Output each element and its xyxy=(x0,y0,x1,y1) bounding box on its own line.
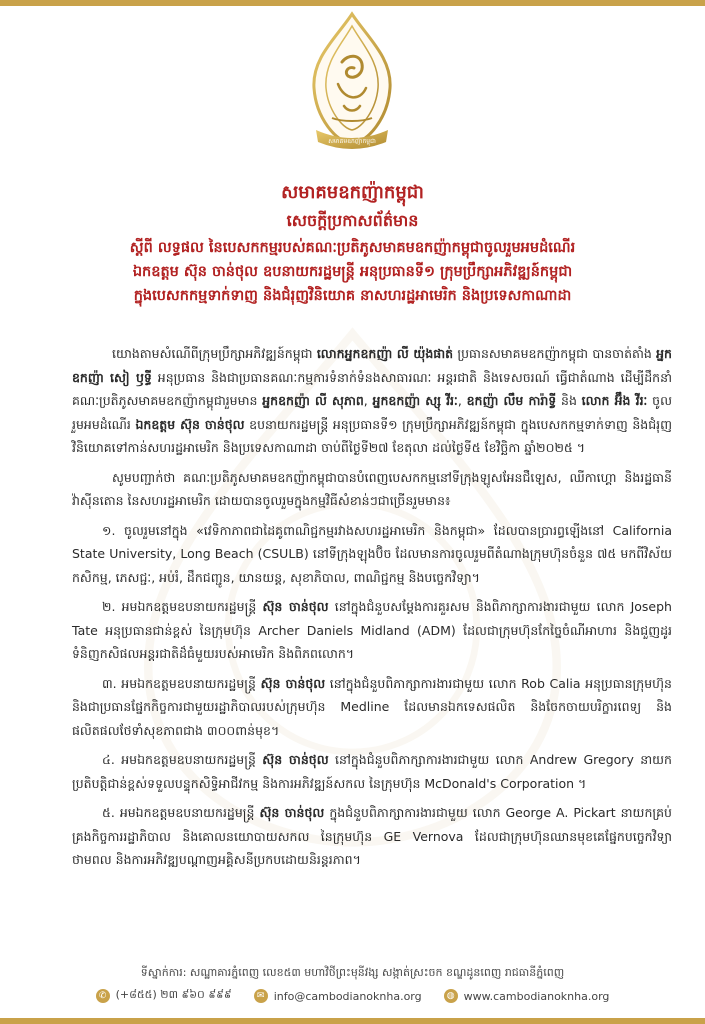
phone-icon: ✆ xyxy=(96,989,110,1003)
list-item: ២. អមឯកឧត្តមឧបនាយករដ្ឋមន្ត្រី ស៊ុន ចាន់ថុល នៅក្នុងជំនួបសម្តែងការគួរសម និងពិភាក្សាការងារជាមួយ លោក Joseph Tate អនុប្រធានជាន់ខ្ពស់ នៃក្រុមហ៊ុន Archer Daniels Midland (ADM) ដែលជាក្រុមហ៊ុនកែច្នៃចំណីអាហារ និងជួញដូរទំនិញកសិផលអន្តរជាតិដ៏ធំមួយរបស់អាមេរិក និងពិភពលោក។ xyxy=(72,599,672,661)
person-name: ស៊ុន ចាន់ថុល xyxy=(262,599,329,614)
organization-name: សមាគមឧកញ៉ាកម្ពុជា xyxy=(281,182,424,203)
email-contact[interactable] xyxy=(254,988,422,1004)
list-item: ៤. អមឯកឧត្តមឧបនាយករដ្ឋមន្ត្រី ស៊ុន ចាន់ថុល នៅក្នុងជំនួបពិភាក្សាការងារជាមួយ លោក Andrew Gregory នាយកប្រតិបត្តិជាន់ខ្ពស់ទទួលបន្ទុកសិទ្ធិអាជីវកម្ម និងការអភិវឌ្ឍន៍សកល នៃក្រុមហ៊ុន McDonald's Corporation ។ xyxy=(72,752,672,791)
headline xyxy=(40,236,665,308)
person-name: ស៊ុន ចាន់ថុល xyxy=(260,675,326,691)
footer-address: ទីស្នាក់ការ: សណ្ឋាគារភ្នំពេញ លេខ៥៣ មហាវិថីព្រះមុនីវង្ស សង្កាត់ស្រះចក ខណ្ឌដូនពេញ រាជធានីភ្នំពេញ xyxy=(140,966,565,979)
person-name: អ្នកឧកញ៉ា ស្សុ វីរៈ xyxy=(372,393,458,408)
summary-paragraph: សូមបញ្ជាក់ថា គណៈប្រតិភូសមាគមឧកញ៉ាកម្ពុជាបានបំពេញបេសកកម្មនៅទីក្រុងឡូសអែនជឺឡេស, ឈីកាហ្គោ និងរដ្ឋធានីវ៉ាស៊ីនតោន នៃសហរដ្ឋអាមេរិក ដោយបានចូលរួមក្នុងកម្មវិធីសំខាន់ៗជាច្រើនរួមមាន៖ xyxy=(72,469,672,508)
top-border xyxy=(0,0,705,6)
bottom-border xyxy=(0,1018,705,1024)
person-name: អ្នកឧកញ៉ា សៀ ឫទ្ធី xyxy=(72,346,672,385)
person-name: លោក អ៊ឹង វីរៈ xyxy=(581,393,648,408)
person-name: ឯកឧត្តម ស៊ុន ចាន់ថុល xyxy=(135,416,245,432)
phone-contact[interactable] xyxy=(96,988,232,1004)
person-name: អ្នកឧកញ៉ា លី សុភាព xyxy=(262,393,364,408)
phone-number: (+៨៥៥) ២៣ ៩៦០ ៩៩៩ xyxy=(115,988,232,1001)
headline-line: ឯកឧត្តម ស៊ុន ចាន់ថុល ឧបនាយករដ្ឋមន្ត្រី អនុប្រធានទី១ ក្រុមប្រឹក្សាអភិវឌ្ឍន៍កម្ពុជា xyxy=(132,264,573,280)
list-item: ៣. អមឯកឧត្តមឧបនាយករដ្ឋមន្ត្រី ស៊ុន ចាន់ថុល នៅក្នុងជំនួបពិភាក្សាការងារជាមួយ លោក Rob Calia អនុប្រធានក្រុមហ៊ុន និងជាប្រធានផ្នែកកិច្ចការជាមួយរដ្ឋាភិបាលរបស់ក្រុមហ៊ុន Medline ដែលមានឯកទេសផលិត និងចែកចាយបរិក្ខារពេទ្យ និងផលិតផលថែទាំសុខភាពជាង ៣០០ពាន់មុខ។ xyxy=(72,675,672,738)
body-text xyxy=(72,342,672,878)
website-url: www.cambodianoknha.org xyxy=(463,989,610,1003)
globe-icon: ◍ xyxy=(444,989,458,1003)
intro-paragraph: យោងតាមសំណើពីក្រុមប្រឹក្សាអភិវឌ្ឍន៍កម្ពុជា លោកអ្នកឧកញ៉ា លី យ៉ុងផាត់ ប្រធានសមាគមឧកញ៉ាកម្ពុជា បានចាត់តាំង អ្នកឧកញ៉ា សៀ ឫទ្ធី អនុប្រធាន និងជាប្រធានគណៈកម្មការទំនាក់ទំនងសាធារណៈ អន្តរជាតិ និងទេសចរណ៍ ធ្វើជាតំណាង ដើម្បីដឹកនាំគណៈប្រតិភូសមាគមឧកញ៉ាកម្ពុជារួមមាន អ្នកឧកញ៉ា លី សុភាព, អ្នកឧកញ៉ា ស្សុ វីរៈ, ឧកញ៉ា លឹម ការ៉ាទ្វី និង លោក អ៊ឹង វីរៈ ចូលរួមអមដំណើរ ឯកឧត្តម ស៊ុន ចាន់ថុល ឧបនាយករដ្ឋមន្ត្រី អនុប្រធានទី១ ក្រុមប្រឹក្សាអភិវឌ្ឍន៍កម្ពុជា ក្នុងបេសកកម្មទាក់ទាញ និងជំរុញវិនិយោគទៅកាន់សហរដ្ឋអាមេរិក និងប្រទេសកាណាដា ចាប់ពីថ្ងៃទី២៧ ខែតុលា ដល់ថ្ងៃទី៥ ខែវិច្ឆិកា ឆ្នាំ២០២៥ ។ xyxy=(72,346,672,455)
svg-text:សមាគមឧកញ៉ាកម្ពុជា: សមាគមឧកញ៉ាកម្ពុជា xyxy=(328,138,376,145)
document-type: សេចក្តីប្រកាសព័ត៌មាន xyxy=(286,211,419,230)
person-name: ស៊ុន ចាន់ថុល xyxy=(259,805,325,820)
association-logo xyxy=(302,10,402,160)
person-name: ឧកញ៉ា លឹម ការ៉ាទ្វី xyxy=(466,393,557,408)
headline-line: ក្នុងបេសកកម្មទាក់ទាញ និងជំរុញវិនិយោគ នាសហរដ្ឋអាមេរិក និងប្រទេសកាណាដា xyxy=(133,288,572,304)
person-name: លោកអ្នកឧកញ៉ា លី យ៉ុងផាត់ xyxy=(316,346,454,361)
list-item: ៥. អមឯកឧត្តមឧបនាយករដ្ឋមន្ត្រី ស៊ុន ចាន់ថុល ក្នុងជំនួបពិភាក្សាការងារជាមួយ លោក George A. Pickart នាយកគ្រប់គ្រងកិច្ចការរដ្ឋាភិបាល និងគោលនយោបាយសកល នៃក្រុមហ៊ុន GE Vernova ដែលជាក្រុមហ៊ុនឈានមុខគេផ្នែកបច្ចេកវិទ្យាថាមពល និងការអភិវឌ្ឍបណ្តាញអគ្គិសនីប្រកបដោយនិរន្តរភាព។ xyxy=(72,805,672,867)
headline-line: ស្តីពី លទ្ធផល នៃបេសកកម្មរបស់គណៈប្រតិភូសមាគមឧកញ៉ាកម្ពុជាចូលរួមអមដំណើរ xyxy=(129,240,576,256)
website-contact[interactable] xyxy=(444,988,610,1004)
list-item: ១. ចូលរួមនៅក្នុង «វេទិកាភាពជាដៃគូពាណិជ្ជកម្មរវាងសហរដ្ឋអាមេរិក និងកម្ពុជា» ដែលបានប្រារព្ធឡើងនៅ California State University, Long Beach (CSULB) នៅទីក្រុងឡុងប៊ិច ដែលមានការចូលរួមពីតំណាងក្រុមហ៊ុនចំនួន ៧៥ មកពីវិស័យកសិកម្ម, ភេសជ្ជៈ, អប់រំ, ដឹកជញ្ជូន, យានយន្ត, សុខាភិបាល, ពាណិជ្ជកម្ម និងបច្ចេកវិទ្យា។ xyxy=(72,522,672,585)
person-name: ស៊ុន ចាន់ថុល xyxy=(262,752,329,767)
email-address: info@cambodianoknha.org xyxy=(273,989,422,1003)
email-icon: ✉ xyxy=(254,989,268,1003)
footer-contacts xyxy=(0,988,705,1004)
